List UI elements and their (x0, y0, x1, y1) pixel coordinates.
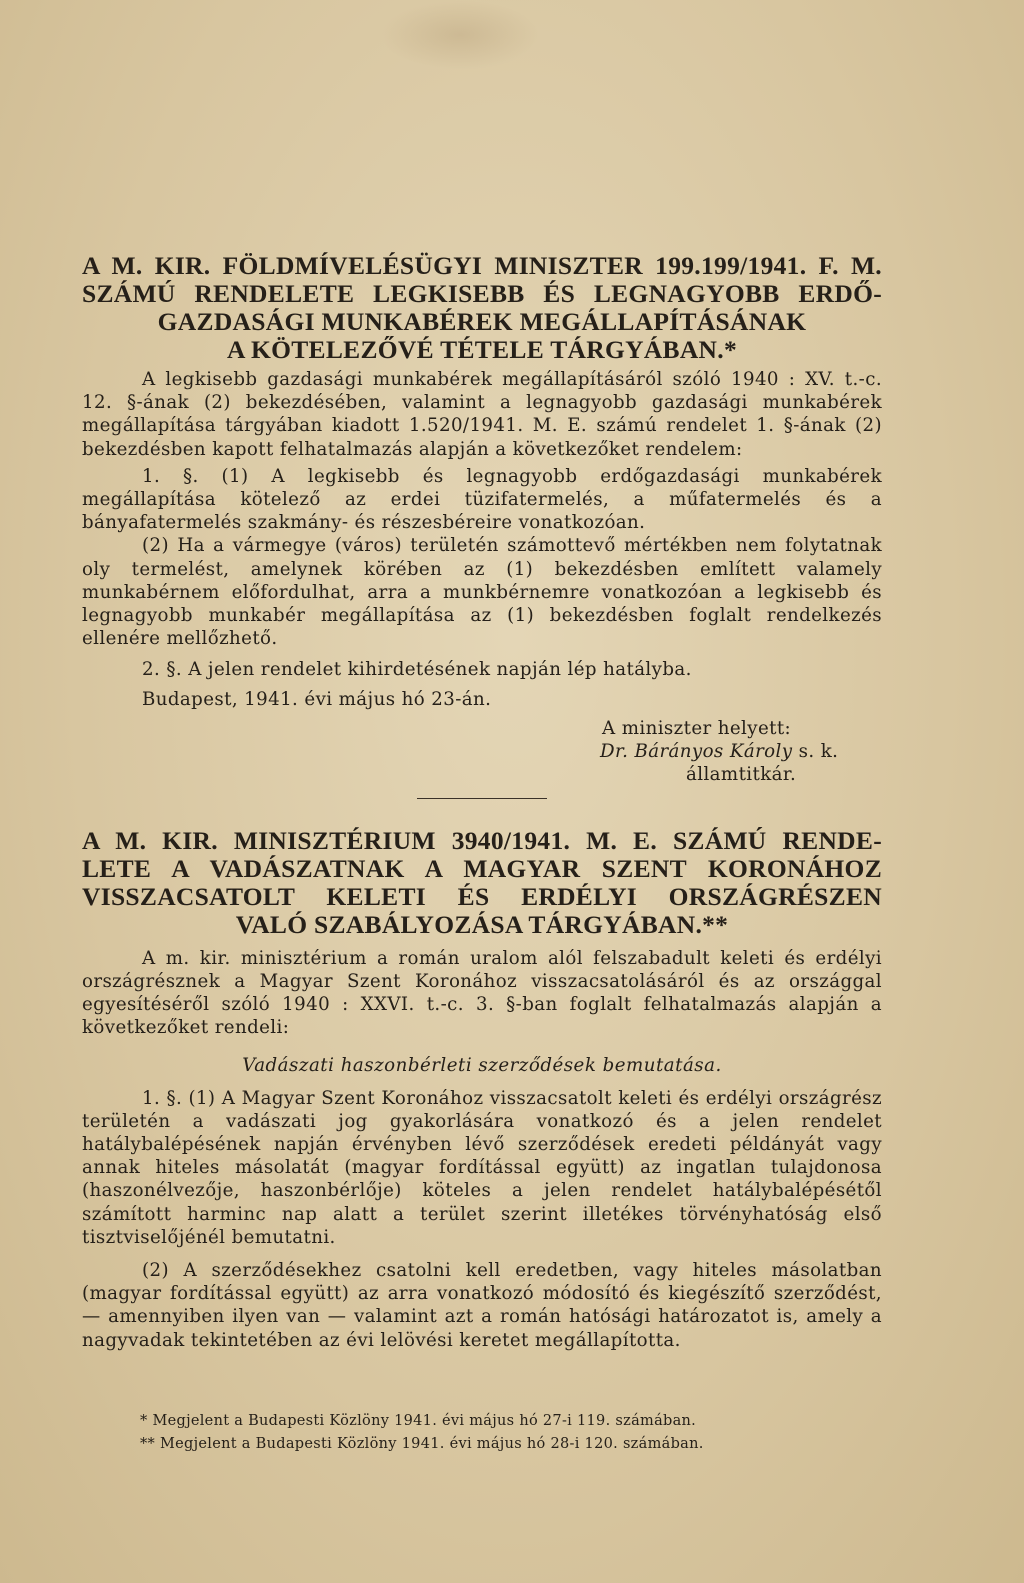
signature-name-text: Dr. Bárányos Károly (600, 740, 793, 762)
footnotes (140, 1410, 880, 1456)
title-line: LETE A VADÁSZATNAK A MAGYAR SZENT KORONÁHOZ (82, 853, 882, 883)
decree-section-1 (82, 252, 882, 786)
title-line: A KÖTELEZŐVÉ TÉTELE TÁRGYÁBAN.* (227, 335, 737, 364)
document-page (82, 252, 882, 1352)
title-line: SZÁMÚ RENDELETE LEGKISEBB ÉS LEGNAGYOBB ERDŐ- (82, 279, 882, 308)
footnote-2: ** Megjelent a Budapesti Közlöny 1941. évi május hó 28-i 120. számában. (140, 1436, 704, 1452)
decree-1-paragraph-1: 1. §. (1) A legkisebb és legnagyobb erdőgazdasági munkabérek megállapítása kötelező az erdei tüzifatermelés, a műfatermelés és a bányafatermelés szakmány- és részesbéreire vonatkozóan. (82, 465, 882, 534)
decree-2-subtitle: Vadászati haszonbérleti szerződések bemutatása. (242, 1054, 722, 1076)
signature-name (600, 740, 882, 763)
decree-2-paragraph-2: (2) A szerződésekhez csatolni kell eredetben, vagy hiteles másolatban (magyar fordítással együtt) az arra vonatkozó módosító és kiegészítő szerződést, — amennyiben ilyen van — valamint azt a román hatósági határozatot is, amely a nagyvadak tekintetében az évi lelövési keretet megállapította. (82, 1260, 882, 1351)
signature-title: államtitkár. (686, 763, 797, 785)
section-divider (417, 798, 547, 799)
decree-1-title (82, 252, 882, 364)
title-line: VALÓ SZABÁLYOZÁSA TÁRGYÁBAN.** (235, 909, 729, 939)
title-line: VISSZACSATOLT KELETI ÉS ERDÉLYI ORSZÁGRÉSZEN (82, 881, 882, 911)
signature-block (602, 717, 882, 786)
decree-section-2 (82, 827, 882, 1352)
decree-2-intro: A m. kir. minisztérium a román uralom alól felszabadult keleti és erdélyi országrésznek a Magyar Szent Koronához visszacsatolásáról és az országgal egyesítéséről szóló 1940 : XXVI. t.-c. 3. §-ban foglalt felhatalmazás alapján a következőket rendeli: (82, 947, 882, 1039)
title-line: A M. KIR. FÖLDMÍVELÉSÜGYI MINISZTER 199.199/1941. F. M. (82, 251, 882, 280)
decree-1-intro: A legkisebb gazdasági munkabérek megállapításáról szóló 1940 : XV. t.-c. 12. §-ának (2) bekezdésében, valamint a legnagyobb gazdasági munkabérek megállapítása tárgyában kiadott 1.520/1941. M. E. számú rendelet 1. §-ának (2) bekezdésben kapott felhatalmazás alapján a következőket rendelem: (82, 369, 882, 460)
signature-for: A miniszter helyett: (602, 717, 792, 739)
title-line: GAZDASÁGI MUNKABÉREK MEGÁLLAPÍTÁSÁNAK (157, 307, 807, 336)
paper-stain (380, 0, 540, 70)
decree-2-paragraph-1: 1. §. (1) A Magyar Szent Koronához visszacsatolt keleti és erdélyi országrész területén a vadászati jog gyakorlására vonatkozó és a jelen rendelet hatálybalépésének napján érvényben lévő szerződések eredeti példányát vagy annak hiteles másolatát (magyar fordítással együtt) az ingatlan tulajdonosa (haszonélvezője, haszonbérlője) köteles a jelen rendelet hatálybalépésétől számított harminc nap alatt a terület szerint illetékes törvényhatóság első tisztviselőjénél bemutatni. (82, 1087, 882, 1248)
decree-1-date: Budapest, 1941. évi május hó 23-án. (142, 688, 492, 710)
decree-1-paragraph-3: 2. §. A jelen rendelet kihirdetésének napján lép hatályba. (142, 659, 692, 681)
decree-2-title (82, 827, 882, 939)
title-line: A M. KIR. MINISZTÉRIUM 3940/1941. M. E. SZÁMÚ RENDE- (82, 825, 882, 855)
signature-sk: s. k. (798, 740, 839, 762)
decree-1-paragraph-2: (2) Ha a vármegye (város) területén számottevő mértékben nem folytatnak oly termelést, amelynek körében az (1) bekezdésben említett valamely munkabérnem előfordulhat, arra a munkbérnemre vonatkozóan a legkisebb és legnagyobb munkabér megállapítása az (1) bekezdésben foglalt rendelkezés ellenére mellőzhető. (82, 535, 882, 650)
footnote-1: * Megjelent a Budapesti Közlöny 1941. évi május hó 27-i 119. számában. (140, 1413, 697, 1429)
